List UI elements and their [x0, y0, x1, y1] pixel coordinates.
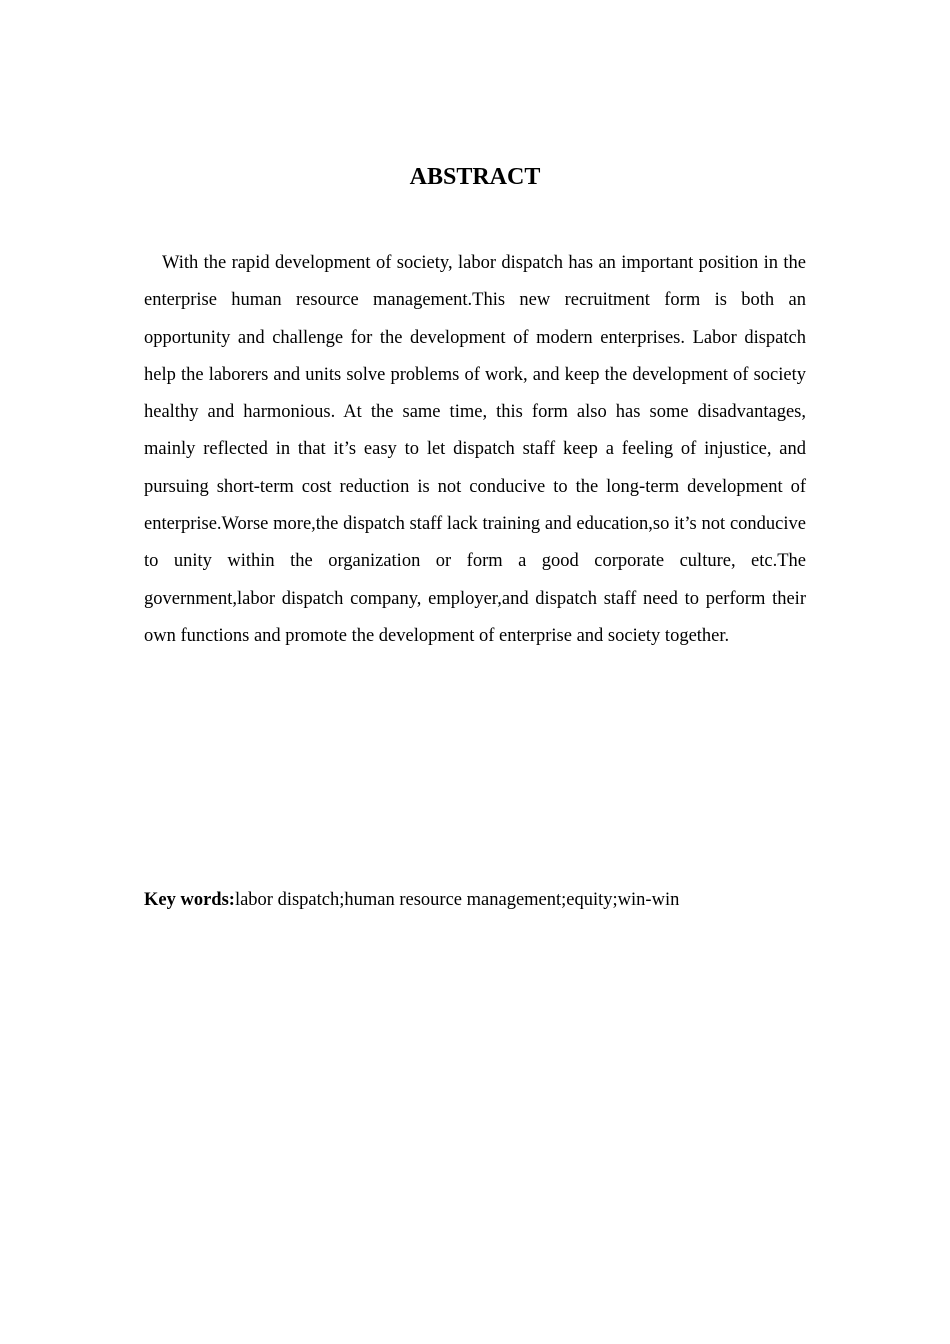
abstract-paragraph: With the rapid development of society, labor dispatch has an important position in the enterprise human resource management.This new recruitment form is both an opportunity and challenge for the development of modern enterprises. Labor dispatch help the laborers and units solve problems of work, and keep the development of society healthy and harmonious. At the same time, this form also has some disadvantages, mainly reflected in that it’s easy to let dispatch staff keep a feeling of injustice, and pursuing short-term cost reduction is not conducive to the long-term development of enterprise.Worse more,the dispatch staff lack training and education,so it’s not conducive to unity within the organization or form a good corporate culture, etc.The government,labor dispatch company, employer,and dispatch staff need to perform their own functions and promote the development of enterprise and society together. [144, 253, 806, 646]
abstract-title: ABSTRACT [409, 164, 541, 190]
keywords-label: Key words: [144, 890, 235, 910]
keywords-line [144, 882, 806, 919]
keywords-value: labor dispatch;human resource management;equity;win-win [234, 890, 680, 910]
